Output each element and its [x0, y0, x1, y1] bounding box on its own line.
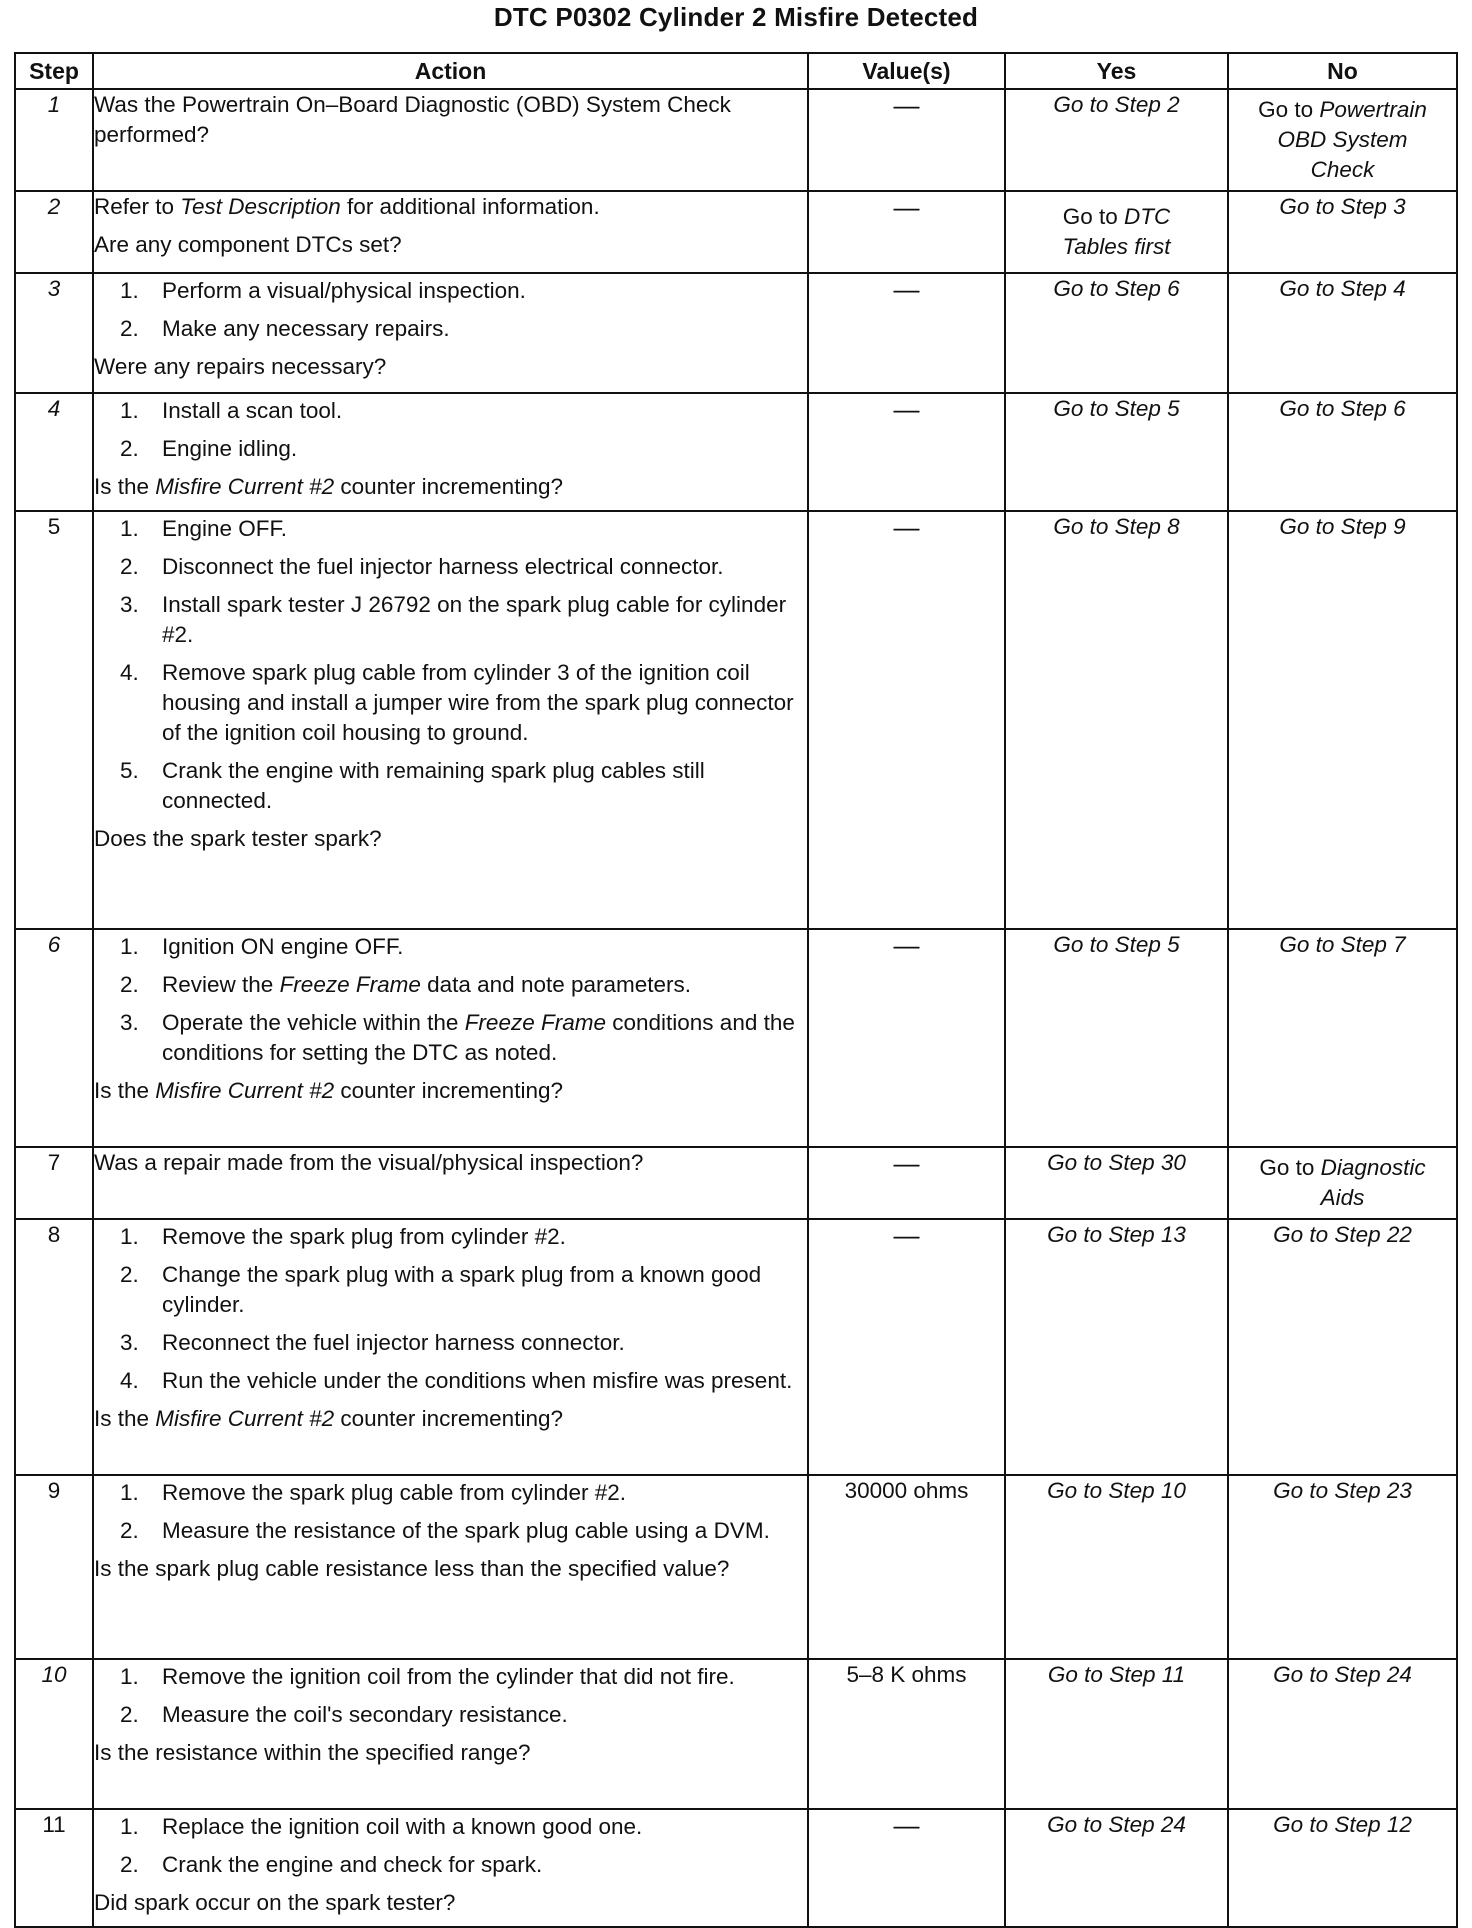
- table-row: [15, 1219, 1457, 1475]
- yes-cell: Go to Step 2: [1005, 89, 1228, 191]
- list-item: 2. Make any necessary repairs.: [120, 316, 450, 341]
- action-cell: 1. Remove the spark plug cable from cylinder #2. 2. Measure the resistance of the spark plug cable using a DVM. Is the spark plug cable resistance less than the specified value?: [93, 1475, 808, 1659]
- no-cell: Go to Step 4: [1228, 273, 1457, 393]
- list-item: 2. Measure the coil's secondary resistance.: [120, 1702, 568, 1727]
- value-cell: —: [808, 1147, 1005, 1219]
- list-item: 2. Engine idling.: [120, 436, 298, 461]
- action-cell: [93, 89, 808, 191]
- yes-cell: Go to Step 13: [1005, 1219, 1228, 1475]
- value-cell: 5–8 K ohms: [808, 1659, 1005, 1809]
- list-item: 1. Install a scan tool.: [120, 398, 343, 423]
- list-item: 3. Operate the vehicle within the Freeze Frame conditions and the conditions for setting the DTC as noted.: [120, 1010, 795, 1065]
- header-values: Value(s): [808, 53, 1005, 89]
- page-title: DTC P0302 Cylinder 2 Misfire Detected: [493, 2, 979, 32]
- header-yes: Yes: [1005, 53, 1228, 89]
- step-number: 2: [15, 191, 93, 273]
- diagnostic-table: [14, 52, 1458, 1928]
- yes-cell: Go to Step 10: [1005, 1475, 1228, 1659]
- value-cell: —: [808, 191, 1005, 273]
- yes-cell: Go to Step 11: [1005, 1659, 1228, 1809]
- value-cell: —: [808, 273, 1005, 393]
- no-cell: Go to Step 24: [1228, 1659, 1457, 1809]
- step-number: 6: [15, 929, 93, 1147]
- action-cell: 1. Perform a visual/physical inspection. 2. Make any necessary repairs. Were any repairs necessary?: [93, 273, 808, 393]
- list-item: 2. Change the spark plug with a spark plug from a known good cylinder.: [120, 1262, 762, 1317]
- list-item: 4. Run the vehicle under the conditions when misfire was present.: [120, 1368, 793, 1393]
- list-item: 1. Remove the spark plug cable from cylinder #2.: [120, 1480, 626, 1505]
- step-number: 7: [15, 1147, 93, 1219]
- no-cell: Go to Step 7: [1228, 929, 1457, 1147]
- header-action: Action: [93, 53, 808, 89]
- step-number: 1: [15, 89, 93, 191]
- step-number: 3: [15, 273, 93, 393]
- step-number: 5: [15, 511, 93, 929]
- table-row: [15, 1809, 1457, 1927]
- list-item: 2. Review the Freeze Frame data and note parameters.: [120, 972, 692, 997]
- step-number: 4: [15, 393, 93, 511]
- step-number: 8: [15, 1219, 93, 1475]
- value-cell: —: [808, 1219, 1005, 1475]
- action-cell: 1. Engine OFF. 2. Disconnect the fuel injector harness electrical connector. 3. Install spark tester J 26792 on the spark plug cable for cylinder #2. 4. Remove spark plug cable from cylinder 3 of the ignition coil housing and install a jumper wire from the spark plug connector of the ignition coil housing to ground. 5. Crank the engine with remaining spark plug cables still connected. Does the spark tester spark?: [93, 511, 808, 929]
- table-row: [15, 929, 1457, 1147]
- yes-cell: Go to Step 24: [1005, 1809, 1228, 1927]
- list-item: 3. Reconnect the fuel injector harness connector.: [120, 1330, 625, 1355]
- no-cell: Go to Step 3: [1228, 191, 1457, 273]
- list-item: 1. Remove the ignition coil from the cylinder that did not fire.: [120, 1664, 735, 1689]
- value-cell: —: [808, 511, 1005, 929]
- value-cell: —: [808, 89, 1005, 191]
- no-cell: Go to Step 22: [1228, 1219, 1457, 1475]
- step-number: 11: [15, 1809, 93, 1927]
- no-cell: Go to Step 6: [1228, 393, 1457, 511]
- no-cell: Go to Step 12: [1228, 1809, 1457, 1927]
- list-item: 1. Remove the spark plug from cylinder #2.: [120, 1224, 566, 1249]
- list-item: 1. Ignition ON engine OFF.: [120, 934, 404, 959]
- table-row: [15, 89, 1457, 191]
- table-row: [15, 1659, 1457, 1809]
- list-item: 1. Replace the ignition coil with a known good one.: [120, 1814, 643, 1839]
- step-number: 10: [15, 1659, 93, 1809]
- table-row: [15, 273, 1457, 393]
- list-item: 5. Crank the engine with remaining spark plug cables still connected.: [120, 758, 705, 813]
- table-row: [15, 1475, 1457, 1659]
- list-item: 1. Perform a visual/physical inspection.: [120, 278, 526, 303]
- list-item: 2. Measure the resistance of the spark plug cable using a DVM.: [120, 1518, 770, 1543]
- value-cell: 30000 ohms: [808, 1475, 1005, 1659]
- action-text: Was the Powertrain On–Board Diagnostic (OBD) System Check performed?: [94, 92, 731, 147]
- list-item: 2. Disconnect the fuel injector harness electrical connector.: [120, 554, 724, 579]
- action-cell: 1. Remove the ignition coil from the cylinder that did not fire. 2. Measure the coil's secondary resistance. Is the resistance within the specified range?: [93, 1659, 808, 1809]
- list-item: 1. Engine OFF.: [120, 516, 288, 541]
- value-cell: —: [808, 1809, 1005, 1927]
- header-no: No: [1228, 53, 1457, 89]
- yes-cell: Go to DTC Tables first: [1005, 191, 1228, 273]
- yes-cell: Go to Step 6: [1005, 273, 1228, 393]
- no-cell: Go to Diagnostic Aids: [1228, 1147, 1457, 1219]
- list-item: 4. Remove spark plug cable from cylinder 3 of the ignition coil housing and install a jumper wire from the spark plug connector of the ignition coil housing to ground.: [120, 660, 794, 745]
- list-item: 2. Crank the engine and check for spark.: [120, 1852, 543, 1877]
- table-row: [15, 191, 1457, 273]
- value-cell: —: [808, 393, 1005, 511]
- yes-cell: Go to Step 8: [1005, 511, 1228, 929]
- header-step: Step: [15, 53, 93, 89]
- yes-cell: Go to Step 5: [1005, 393, 1228, 511]
- action-cell: 1. Replace the ignition coil with a known good one. 2. Crank the engine and check for spark. Did spark occur on the spark tester?: [93, 1809, 808, 1927]
- action-cell: Refer to Test Description for additional information. Are any component DTCs set?: [93, 191, 808, 273]
- table-header-row: [15, 53, 1457, 89]
- no-cell: Go to Step 23: [1228, 1475, 1457, 1659]
- list-item: 3. Install spark tester J 26792 on the spark plug cable for cylinder #2.: [120, 592, 787, 647]
- table-row: [15, 511, 1457, 929]
- no-cell: Go to Step 9: [1228, 511, 1457, 929]
- yes-cell: Go to Step 30: [1005, 1147, 1228, 1219]
- action-cell: Was a repair made from the visual/physical inspection?: [93, 1147, 808, 1219]
- action-cell: 1. Install a scan tool. 2. Engine idling. Is the Misfire Current #2 counter incrementing?: [93, 393, 808, 511]
- table-row: [15, 393, 1457, 511]
- yes-cell: Go to Step 5: [1005, 929, 1228, 1147]
- no-cell: Go to Powertrain OBD System Check: [1228, 89, 1457, 191]
- action-cell: 1. Remove the spark plug from cylinder #2. 2. Change the spark plug with a spark plug from a known good cylinder. 3. Reconnect the fuel injector harness connector. 4. Run the vehicle under the conditions when misfire was present. Is the Misfire Current #2 counter incrementing?: [93, 1219, 808, 1475]
- action-cell: 1. Ignition ON engine OFF. 2. Review the Freeze Frame data and note parameters. 3. Operate the vehicle within the Freeze Frame conditions and the conditions for setting the DTC as noted. Is the Misfire Current #2 counter incrementing?: [93, 929, 808, 1147]
- table-row: [15, 1147, 1457, 1219]
- value-cell: —: [808, 929, 1005, 1147]
- step-number: 9: [15, 1475, 93, 1659]
